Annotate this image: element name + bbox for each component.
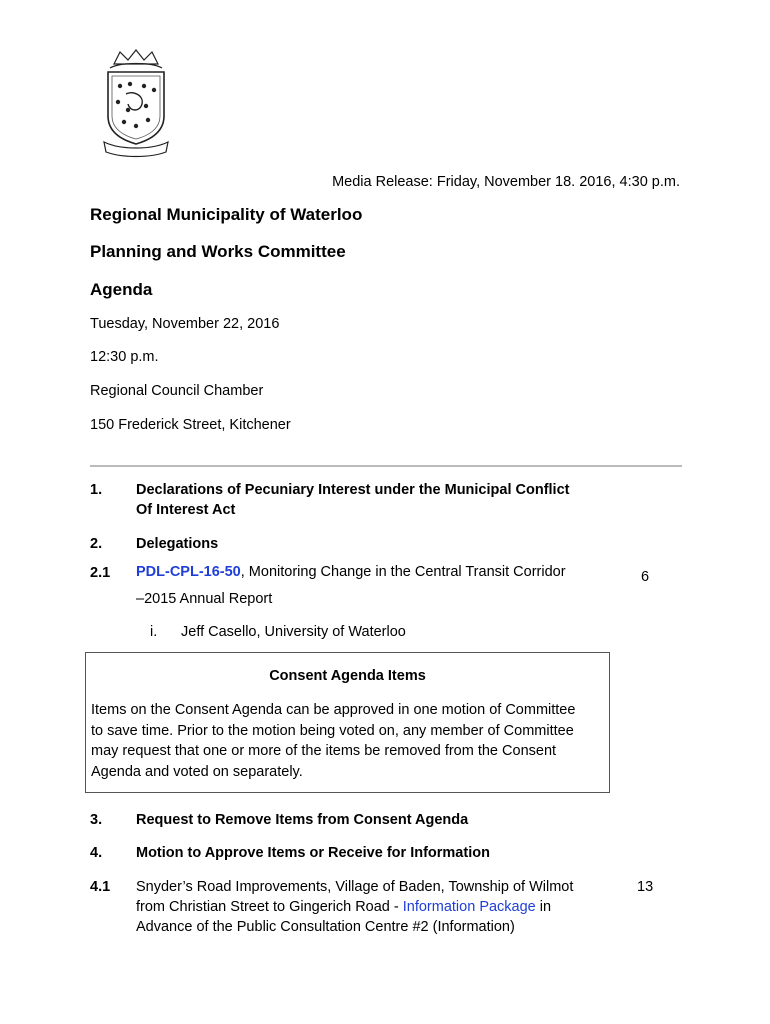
item-line: Snyder’s Road Improvements, Village of Baden, Township of Wilmot (136, 879, 574, 895)
page-number: 6 (641, 569, 650, 585)
report-link-pdl-cpl-16-50[interactable]: PDL-CPL-16-50 (136, 564, 241, 580)
agenda-item-remove-items: Request to Remove Items from Consent Agenda (136, 812, 469, 828)
media-release-line: Media Release: Friday, November 18. 2016, 4:30 p.m. (332, 174, 680, 190)
item-line: Declarations of Pecuniary Interest under the Municipal Conflict (136, 482, 570, 498)
consent-line: Items on the Consent Agenda can be approved in one motion of Committee (91, 702, 576, 718)
agenda-heading: Agenda (90, 280, 153, 299)
consent-agenda-box (85, 652, 610, 793)
item-number: 2. (90, 536, 103, 552)
page-number: 13 (637, 879, 654, 895)
information-package-link[interactable]: Information Package (402, 899, 536, 915)
item-line (136, 897, 573, 917)
consent-body (91, 700, 601, 782)
agenda-item-motion: Motion to Approve Items or Receive for Information (136, 845, 490, 861)
committee-title: Planning and Works Committee (90, 242, 346, 261)
meeting-date: Tuesday, November 22, 2016 (90, 316, 280, 332)
item-line: –2015 Annual Report (136, 591, 273, 607)
divider (90, 465, 682, 467)
delegate-name: Jeff Casello, University of Waterloo (181, 624, 406, 640)
item-text: in (535, 899, 552, 915)
item-number: 1. (90, 482, 103, 498)
consent-line: to save time. Prior to the motion being voted on, any member of Committee (91, 722, 574, 739)
consent-line: Agenda and voted on separately. (91, 763, 303, 780)
coat-of-arms-icon (100, 46, 172, 158)
item-line: Of Interest Act (136, 502, 236, 518)
agenda-item-declarations (136, 480, 569, 520)
agenda-item-2-1 (136, 562, 566, 582)
item-number: 4.1 (90, 879, 111, 895)
sub-item-number: i. (150, 624, 158, 640)
page-title: Regional Municipality of Waterloo (90, 205, 363, 224)
item-text: from Christian Street to Gingerich Road - (136, 899, 403, 915)
consent-title: Consent Agenda Items (269, 668, 426, 684)
agenda-item-4-1 (136, 877, 573, 937)
meeting-time: 12:30 p.m. (90, 349, 159, 365)
item-number: 4. (90, 845, 103, 861)
meeting-location: Regional Council Chamber (90, 383, 264, 399)
meeting-address: 150 Frederick Street, Kitchener (90, 417, 291, 433)
item-number: 3. (90, 812, 103, 828)
item-number: 2.1 (90, 565, 111, 581)
item-line: Advance of the Public Consultation Centre #2 (Information) (136, 919, 515, 935)
consent-line: may request that one or more of the items be removed from the Consent (91, 743, 557, 759)
item-text: , Monitoring Change in the Central Transit Corridor (240, 564, 566, 580)
agenda-item-delegations: Delegations (136, 536, 219, 552)
